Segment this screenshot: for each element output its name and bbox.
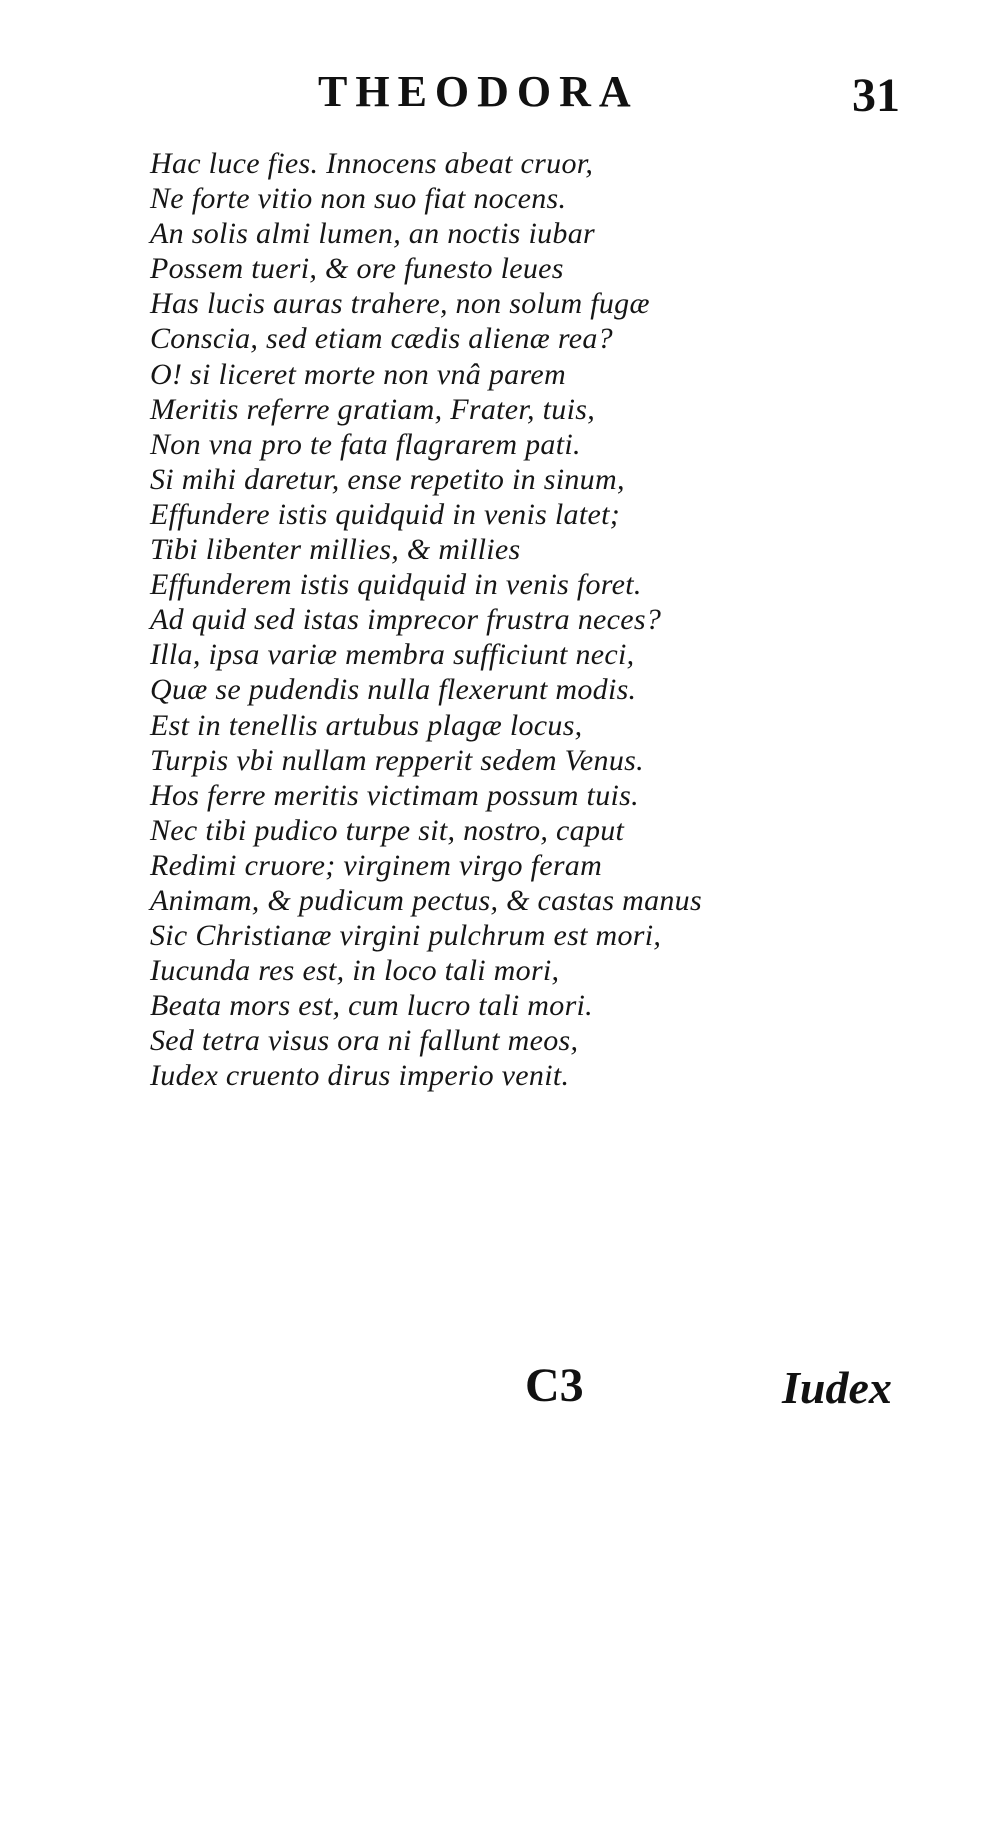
verse-line: Hac luce fies. Innocens abeat cruor, [150,147,594,180]
verse-line: O! si liceret morte non vnâ parem [150,357,566,391]
verse-line: Possem tueri, & ore funesto leues [150,252,564,286]
verse-line: Si mihi daretur, ense repetito in sinum, [150,462,625,496]
verse-line: Beata mors est, cum lucro tali mori. [150,989,593,1023]
verse-line: Iucunda res est, in loco tali mori, [150,954,560,988]
verse-block [150,146,870,1094]
verse-line: Turpis vbi nullam repperit sedem Venus. [150,743,644,777]
verse-line: Nec tibi pudico turpe sit, nostro, caput [150,813,625,847]
verse-line: Sic Christianæ virgini pulchrum est mori, [150,919,662,953]
verse-line: An solis almi lumen, an noctis iubar [150,217,595,251]
verse-line: Has lucis auras trahere, non solum fugæ [150,287,650,321]
verse-line: Redimi cruore; virginem virgo feram [150,848,603,882]
verse-line: Tibi libenter millies, & millies [150,533,521,567]
page-number: 31 [852,69,900,122]
verse-line: Iudex cruento dirus imperio venit. [150,1059,570,1093]
verse-line: Meritis referre gratiam, Frater, tuis, [150,392,595,426]
verse-line: Ad quid sed istas imprecor frustra neces? [150,603,662,637]
verse-line: Animam, & pudicum pectus, & castas manus [150,883,702,917]
verse-line: Effunderem istis quidquid in venis foret. [150,568,642,602]
signature-mark: C3 [525,1359,584,1412]
verse-line: Sed tetra visus ora ni fallunt meos, [150,1024,579,1058]
verse-line: Est in tenellis artubus plagæ locus, [150,708,583,742]
verse-line: Ne forte vitio non suo fiat nocens. [150,182,567,216]
verse-line: Conscia, sed etiam cædis alienæ rea? [150,322,613,356]
verse-line: Non vna pro te fata flagrarem pati. [150,427,581,461]
verse-line: Illa, ipsa variæ membra sufficiunt neci, [150,638,635,672]
verse-line: Effundere istis quidquid in venis latet; [150,497,620,531]
catchword: Iudex [782,1362,892,1413]
verse-line: Hos ferre meritis victimam possum tuis. [150,778,639,812]
running-title: THEODORA [318,67,639,116]
verse-line: Quæ se pudendis nulla flexerunt modis. [150,673,637,707]
